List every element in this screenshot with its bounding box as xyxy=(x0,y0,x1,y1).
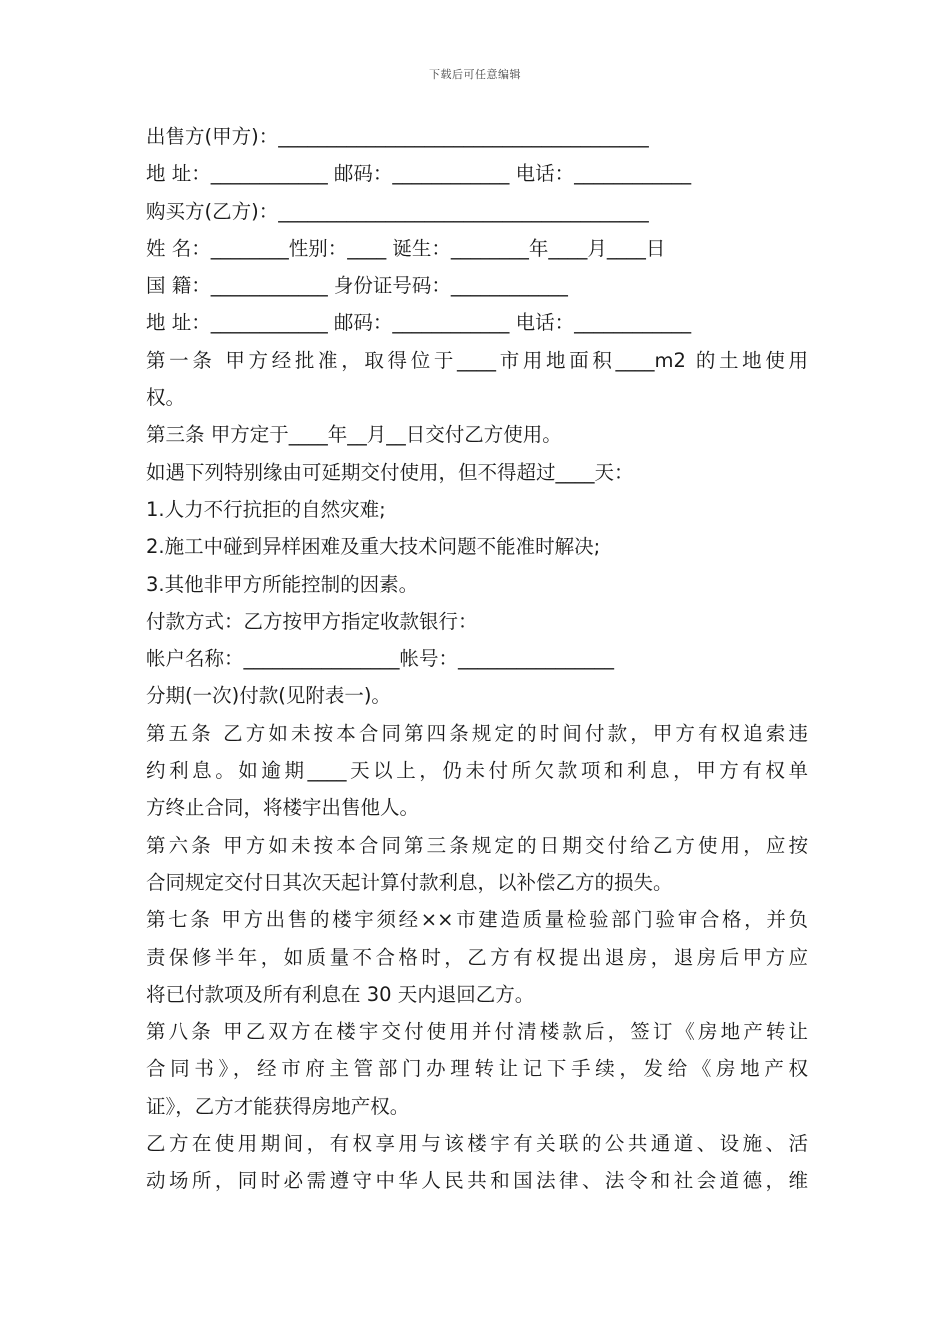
text-line: 合同书》，经市府主管部门办理转让记下手续，发给《房地产权 xyxy=(146,1057,808,1081)
text-line: 2.施工中碰到异样困难及重大技术问题不能准时解决; xyxy=(146,535,601,559)
text-line: 国 籍：____________ 身份证号码：____________ xyxy=(146,274,568,298)
text-line: 乙方在使用期间，有权享用与该楼宇有关联的公共通道、设施、活 xyxy=(146,1132,808,1156)
text-line: 合同规定交付日其次天起计算付款利息，以补偿乙方的损失。 xyxy=(146,870,673,894)
text-line: 责保修半年，如质量不合格时，乙方有权提出退房，退房后甲方应 xyxy=(146,945,808,969)
header-note: 下载后可任意编辑 xyxy=(429,68,521,81)
contract-body xyxy=(146,118,808,1200)
text-line: 第一条 甲方经批准，取得位于____市用地面积____m2 的土地使用 xyxy=(146,348,808,372)
text-line: 第三条 甲方定于____年__月__日交付乙方使用。 xyxy=(146,423,562,447)
text-line: 付款方式：乙方按甲方指定收款银行： xyxy=(146,609,478,633)
text-line: 3.其他非甲方所能控制的因素。 xyxy=(146,572,419,596)
text-line: 证》，乙方才能获得房地产权。 xyxy=(146,1094,410,1118)
text-line: 分期(一次)付款(见附表一)。 xyxy=(146,684,391,708)
text-line: 1.人力不行抗拒的自然灾难; xyxy=(146,497,386,521)
text-line: 第六条 甲方如未按本合同第三条规定的日期交付给乙方使用，应按 xyxy=(146,833,808,857)
text-line: 地 址：____________ 邮码：____________ 电话：____________ xyxy=(146,162,692,186)
text-line: 动场所，同时必需遵守中华人民共和国法律、法令和社会道德，维 xyxy=(146,1169,808,1193)
text-line: 将已付款项及所有利息在 30 天内退回乙方。 xyxy=(146,982,535,1006)
text-line: 第五条 乙方如未按本合同第四条规定的时间付款，甲方有权追索违 xyxy=(146,721,808,745)
text-line: 第八条 甲乙双方在楼宇交付使用并付清楼款后，签订《房地产转让 xyxy=(146,1020,808,1044)
text-line: 如遇下列特别缘由可延期交付使用，但不得超过____天： xyxy=(146,460,634,484)
text-line: 第七条 甲方出售的楼宇须经××市建造质量检验部门验审合格，并负 xyxy=(146,908,808,932)
text-line: 姓 名：________性别：____ 诞生：________年____月____日 xyxy=(146,236,666,260)
text-line: 权。 xyxy=(146,386,186,410)
text-line: 方终止合同，将楼宇出售他人。 xyxy=(146,796,420,820)
text-line: 购买方(乙方)：______________________________________ xyxy=(146,199,649,223)
text-line: 地 址：____________ 邮码：____________ 电话：____________ xyxy=(146,311,692,335)
text-line: 出售方(甲方)：______________________________________ xyxy=(146,125,649,148)
text-line: 约利息。如逾期____天以上，仍未付所欠款项和利息，甲方有权单 xyxy=(146,759,808,783)
text-line: 帐户名称：________________帐号：________________ xyxy=(146,647,615,671)
